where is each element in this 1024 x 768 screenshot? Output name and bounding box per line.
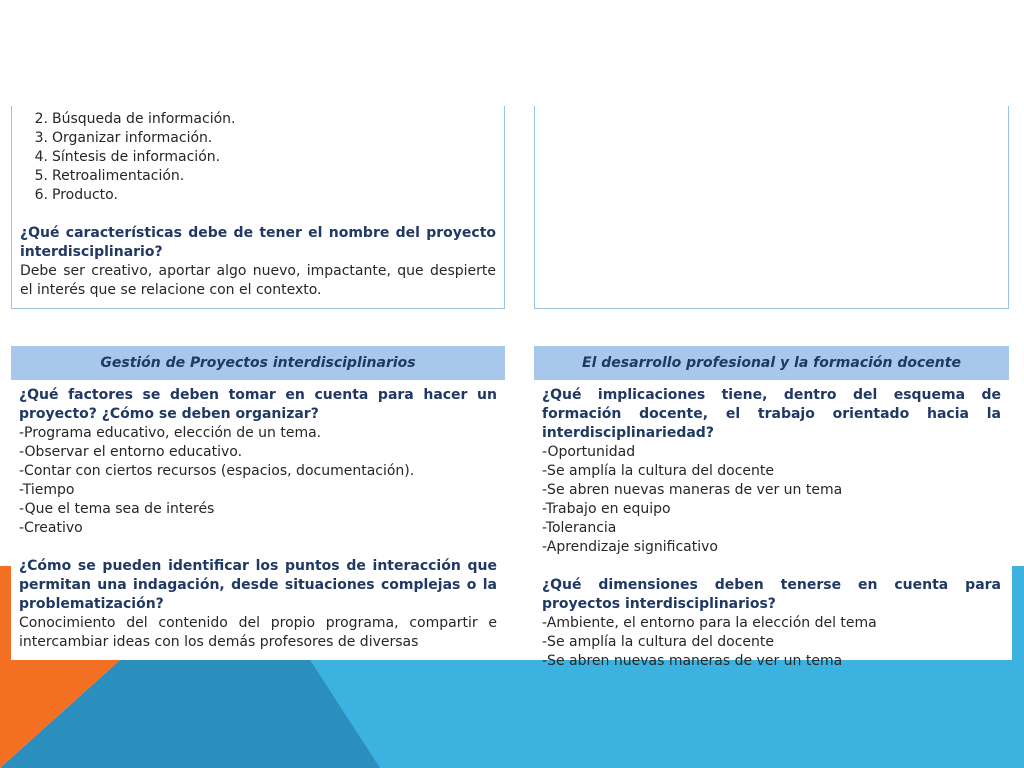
list-item: -Oportunidad xyxy=(542,444,636,460)
background-blue-right-strip xyxy=(1012,566,1024,660)
implications-answer-list xyxy=(542,443,1001,557)
teacher-training-header: El desarrollo profesional y la formación docente xyxy=(534,346,1009,380)
list-item: -Que el tema sea de interés xyxy=(19,501,215,517)
implications-question: ¿Qué implicaciones tiene, dentro del esquema de formación docente, el trabajo orientado hacia la interdisciplinariedad? xyxy=(542,387,1001,441)
list-item: -Se abren nuevas maneras de ver un tema xyxy=(542,482,843,498)
list-item: -Programa educativo, elección de un tema. xyxy=(19,425,322,441)
list-item: 4. Síntesis de información. xyxy=(34,149,221,165)
process-steps-list xyxy=(20,110,496,205)
list-item: -Se amplía la cultura del docente xyxy=(542,463,775,479)
dimensions-answer-list xyxy=(542,614,1001,671)
interaction-points-answer: Conocimiento del contenido del propio programa, compartir e intercambiar ideas con los demás profesores de diversas xyxy=(19,615,497,650)
background-blue-light-shape xyxy=(300,660,1024,768)
dimensions-question: ¿Qué dimensiones deben tenerse en cuenta para proyectos interdisciplinarios? xyxy=(542,577,1001,612)
list-item: 5. Retroalimentación. xyxy=(34,168,185,184)
list-item: -Trabajo en equipo xyxy=(542,501,671,517)
list-item: -Creativo xyxy=(19,520,83,536)
project-management-panel xyxy=(11,346,505,660)
teacher-training-panel xyxy=(534,346,1009,669)
project-name-question: ¿Qué características debe de tener el nombre del proyecto interdisciplinario? xyxy=(20,225,496,260)
project-name-answer: Debe ser creativo, aportar algo nuevo, impactante, que despierte el interés que se relacione con el contexto. xyxy=(20,263,496,298)
list-item: -Tiempo xyxy=(19,482,75,498)
list-item: 2. Búsqueda de información. xyxy=(34,111,236,127)
list-item: 6. Producto. xyxy=(34,187,118,203)
project-management-header: Gestión de Proyectos interdisciplinarios xyxy=(11,346,505,380)
factors-question: ¿Qué factores se deben tomar en cuenta para hacer un proyecto? ¿Cómo se deben organizar? xyxy=(19,387,497,422)
factors-answer-list xyxy=(19,424,497,538)
list-item: -Contar con ciertos recursos (espacios, documentación). xyxy=(19,463,415,479)
list-item: 3. Organizar información. xyxy=(34,130,213,146)
interaction-points-question: ¿Cómo se pueden identificar los puntos de interacción que permitan una indagación, desde situaciones complejas o la problematización? xyxy=(19,558,497,612)
list-item: -Tolerancia xyxy=(542,520,617,536)
list-item: -Observar el entorno educativo. xyxy=(19,444,243,460)
top-left-panel xyxy=(11,106,505,309)
list-item: -Se abren nuevas maneras de ver un tema xyxy=(542,653,843,669)
list-item: -Se amplía la cultura del docente xyxy=(542,634,775,650)
top-right-panel xyxy=(534,106,1009,309)
list-item: -Ambiente, el entorno para la elección del tema xyxy=(542,615,877,631)
list-item: -Aprendizaje significativo xyxy=(542,539,718,555)
